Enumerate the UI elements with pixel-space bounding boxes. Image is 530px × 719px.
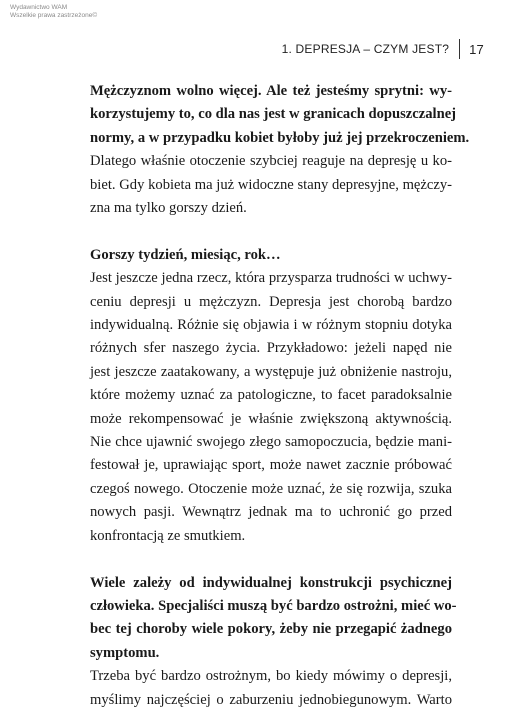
paragraph-1-bold	[90, 80, 470, 150]
page-number: 17	[469, 41, 484, 57]
paragraph-gap	[90, 548, 452, 571]
text-line: nowych pasji. Wewnątrz jednak ma to uchronić go przed	[90, 504, 452, 521]
text-line: czegoś nowego. Otoczenie może uznać, że się rozwija, szuka	[90, 480, 452, 497]
text-line: biet. Gdy kobieta ma już widoczne stany depresyjne, mężczy-	[90, 176, 452, 193]
heading-text: Gorszy tydzień, miesiąc, rok…	[90, 246, 281, 263]
text-line: jest jeszcze zaatakowany, a występuje już obniżenie nastroju,	[90, 363, 452, 380]
watermark-copyright: Wszelkie prawa zastrzeżone©	[10, 12, 98, 19]
text-line: korzystujemy to, co dla nas jest w granicach dopuszczalnej	[90, 106, 457, 123]
paragraph-gap	[90, 220, 452, 243]
text-line: człowieka. Specjaliści muszą być bardzo ostrożni, mieć wo-	[90, 597, 457, 614]
text-line: indywidualną. Różnie się objawia i w różnym stopniu dotyka	[90, 317, 452, 334]
chapter-title: 1. DEPRESJA – CZYM JEST?	[281, 42, 450, 56]
text-line: które możemy uznać za patologiczne, to facet paradoksalnie	[90, 387, 452, 404]
running-header	[282, 39, 484, 59]
watermark-publisher-name: Wydawnictwo WAM	[10, 4, 68, 11]
paragraph-2	[90, 267, 452, 548]
page-body	[90, 80, 470, 712]
text-line: Dlatego właśnie otoczenie szybciej reaguje na depresję u ko-	[90, 153, 452, 170]
paragraph-1-regular	[90, 150, 452, 220]
section-heading	[90, 244, 452, 267]
text-line: normy, a w przypadku kobiet byłoby już jej przekroczeniem.	[90, 129, 470, 146]
text-line: festował je, uprawiając sport, może nawet zacznie próbować	[90, 457, 452, 474]
text-line: Jest jeszcze jedna rzecz, która przysparza trudności w uchwy-	[90, 270, 452, 287]
header-divider	[459, 39, 460, 59]
text-line: zna ma tylko gorszy dzień.	[90, 200, 247, 217]
text-line: bec tej choroby wiele pokory, żeby nie przegapić żadnego	[90, 621, 452, 638]
text-line: może rekompensować je właśnie zwiększoną aktywnością.	[90, 410, 452, 427]
text-line: Trzeba być bardzo ostrożnym, bo kiedy mówimy o depresji,	[90, 668, 452, 685]
text-line: ceniu depresji u mężczyzn. Depresja jest chorobą bardzo	[90, 293, 452, 310]
text-line: Wiele zależy od indywidualnej konstrukcji psychicznej	[90, 574, 452, 591]
text-line: konfrontacją ze smutkiem.	[90, 527, 246, 544]
text-line: Mężczyznom wolno więcej. Ale też jesteśmy sprytni: wy-	[90, 83, 452, 99]
paragraph-3-bold	[90, 572, 457, 666]
text-line: myślimy najczęściej o zaburzeniu jednobiegunowym. Warto	[90, 691, 452, 708]
text-line: różnych sfer naszego życia. Przykładowo: jeżeli napęd nie	[90, 340, 452, 357]
text-line: symptomu.	[90, 644, 160, 661]
publisher-watermark	[10, 4, 97, 20]
text-line: Nie chce ujawnić swojego złego samopoczucia, będzie mani-	[90, 434, 452, 451]
paragraph-3-regular	[90, 665, 452, 712]
